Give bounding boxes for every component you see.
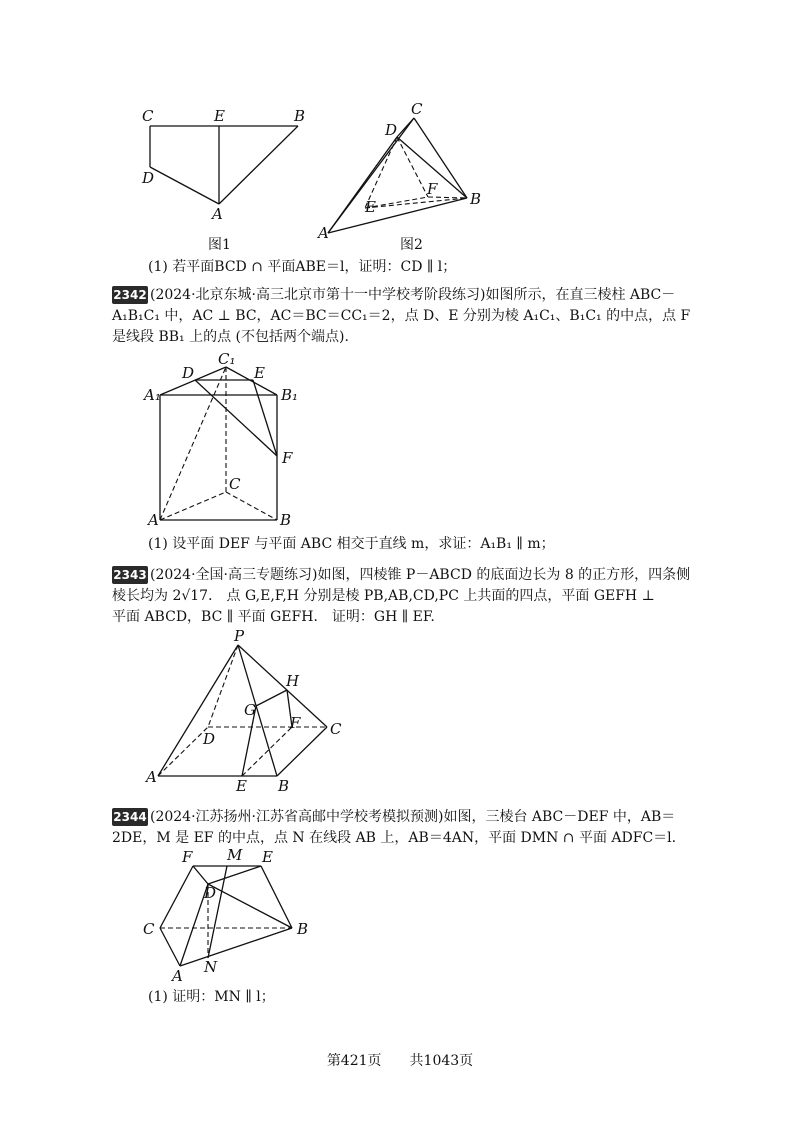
svg-text:E: E — [254, 364, 265, 382]
svg-text:C: C — [411, 100, 423, 118]
svg-text:B₁: B₁ — [281, 386, 299, 404]
svg-text:E: E — [236, 777, 247, 795]
svg-text:B: B — [278, 777, 290, 795]
problem-2343-line1: (2024·全国·高三专题练习)如图，四棱锥 P－ABCD 的底面边长为 8 的正方形，四条侧 — [150, 567, 691, 583]
svg-text:B: B — [297, 920, 309, 938]
svg-text:M: M — [227, 846, 243, 864]
svg-text:D: D — [182, 364, 195, 382]
svg-text:C: C — [143, 920, 155, 938]
problem-2344-badge: 2344 — [113, 810, 147, 824]
figure-1-caption: 图1 — [208, 237, 231, 253]
svg-text:C₁: C₁ — [218, 350, 236, 368]
svg-text:F: F — [427, 180, 438, 198]
svg-text:D: D — [142, 169, 155, 187]
svg-text:C: C — [330, 720, 342, 738]
svg-text:F: F — [182, 848, 193, 866]
svg-text:N: N — [204, 958, 218, 976]
svg-text:A: A — [148, 511, 159, 529]
q2341-part1: (1) 若平面BCD ∩ 平面ABE＝l，证明：CD ∥ l； — [148, 259, 457, 275]
svg-text:A: A — [172, 967, 183, 985]
svg-text:G: G — [244, 701, 256, 719]
svg-text:C: C — [229, 475, 241, 493]
svg-text:A₁: A₁ — [144, 386, 161, 404]
problem-2344-line2: 2DE，M 是 EF 的中点，点 N 在线段 AB 上，AB＝4AN，平面 DMN ∩ 平面 ADFC＝l. — [112, 830, 677, 846]
problem-2344-line1: (2024·江苏扬州·江苏省高邮中学校考模拟预测)如图，三棱台 ABC－DEF 中，AB＝ — [150, 809, 676, 825]
problem-2342-line2: A₁B₁C₁ 中，AC ⊥ BC，AC＝BC＝CC₁＝2，点 D、E 分别为棱 A₁C₁、B₁C₁ 的中点，点 F — [112, 308, 691, 324]
svg-text:D: D — [203, 730, 216, 748]
svg-text:F: F — [290, 714, 301, 732]
svg-text:A: A — [318, 224, 329, 242]
problem-2342-line3: 是线段 BB₁ 上的点 (不包括两个端点). — [112, 329, 349, 345]
problem-2344-part1: (1) 证明：MN ∥ l； — [148, 989, 275, 1005]
svg-text:B: B — [280, 511, 292, 529]
problem-2343-line3: 平面 ABCD，BC ∥ 平面 GEFH． 证明：GH ∥ EF. — [112, 609, 435, 625]
problem-2343-line2: 棱长均为 2√17． 点 G,E,F,H 分别是棱 PB,AB,CD,PC 上共面的四点，平面 GEFH ⊥ — [112, 588, 655, 604]
page-footer: 第421页 共1043页 — [326, 1053, 474, 1069]
svg-text:B: B — [294, 107, 306, 125]
svg-text:E: E — [365, 198, 376, 216]
svg-text:D: D — [385, 121, 398, 139]
svg-text:H: H — [286, 672, 300, 690]
svg-text:C: C — [142, 107, 154, 125]
svg-text:D: D — [204, 884, 217, 902]
svg-text:A: A — [212, 205, 223, 223]
problem-2342-part1: (1) 设平面 DEF 与平面 ABC 相交于直线 m，求证：A₁B₁ ∥ m； — [148, 536, 555, 552]
svg-text:E: E — [262, 848, 273, 866]
svg-text:B: B — [470, 190, 482, 208]
figure-2-caption: 图2 — [400, 237, 423, 253]
problem-2343-badge: 2343 — [113, 568, 147, 582]
problem-2342-badge: 2342 — [113, 288, 147, 302]
svg-text:A: A — [146, 768, 157, 786]
svg-text:P: P — [234, 627, 245, 645]
problem-2342-line1: (2024·北京东城·高三北京市第十一中学校考阶段练习)如图所示，在直三棱柱 ABC－ — [150, 287, 676, 303]
svg-text:E: E — [214, 107, 225, 125]
svg-text:F: F — [282, 449, 293, 467]
